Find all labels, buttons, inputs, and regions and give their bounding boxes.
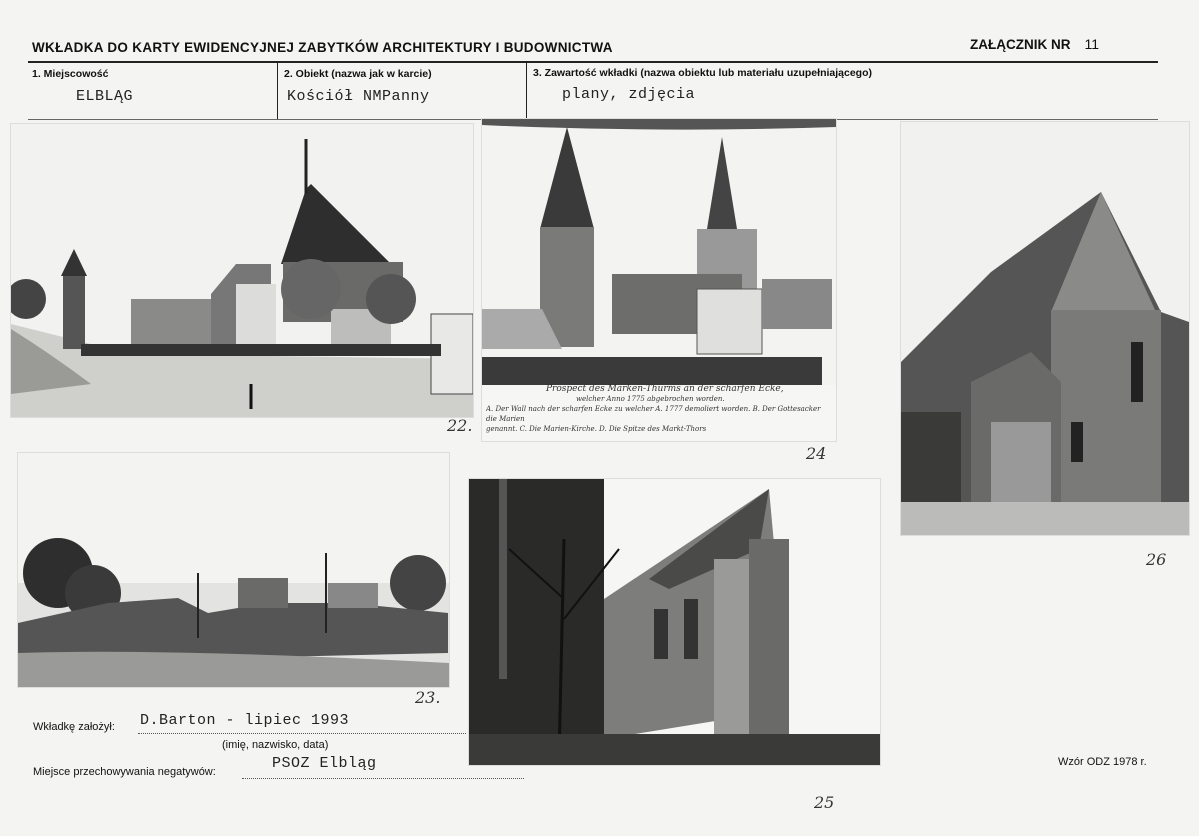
field-divider-1 bbox=[277, 63, 278, 119]
photo-harbour-view bbox=[17, 452, 450, 688]
attachment-label: ZAŁĄCZNIK NR bbox=[970, 37, 1071, 52]
header-rule-top bbox=[28, 61, 1158, 63]
founder-dotted-line bbox=[138, 733, 466, 734]
founder-label: Wkładkę założył: bbox=[33, 721, 115, 733]
photo-number-26: 26 bbox=[1146, 550, 1167, 569]
engraving-caption bbox=[486, 384, 832, 440]
attachment-number bbox=[970, 36, 1099, 52]
photo-number-24: 24 bbox=[806, 444, 827, 463]
form-title: WKŁADKA DO KARTY EWIDENCYJNEJ ZABYTKÓW ARCHITEKTURY I BUDOWNICTWA bbox=[32, 40, 613, 55]
harbour-view-drawing bbox=[18, 453, 449, 687]
storage-dotted-line bbox=[242, 778, 524, 779]
form-reference: Wzór ODZ 1978 r. bbox=[1058, 756, 1147, 768]
church-facade-drawing bbox=[901, 122, 1189, 535]
locality-value: ELBLĄG bbox=[76, 88, 134, 105]
object-value: Kościół NMPanny bbox=[287, 88, 430, 105]
contents-label: 3. Zawartość wkładki (nazwa obiektu lub materiału uzupełniającego) bbox=[533, 67, 872, 79]
caption-line-4: genannt. C. Die Marien-Kirche. D. Die Spitze des Markt-Thors bbox=[486, 425, 707, 433]
photo-town-view bbox=[10, 123, 474, 418]
town-view-drawing bbox=[11, 124, 473, 417]
caption-line-3: A. Der Wall nach der scharfen Ecke zu welcher A. 1777 demoliert worden. B. Der Gottesacker die Marien bbox=[486, 405, 821, 423]
church-courtyard-drawing bbox=[469, 479, 880, 765]
photo-number-22: 22. bbox=[447, 416, 473, 435]
founder-value: D.Barton - lipiec 1993 bbox=[140, 712, 350, 729]
founder-hint: (imię, nazwisko, data) bbox=[222, 739, 329, 751]
caption-line-2: welcher Anno 1775 abgebrochen worden. bbox=[576, 395, 725, 403]
contents-value: plany, zdjęcia bbox=[562, 86, 696, 103]
object-label: 2. Obiekt (nazwa jak w karcie) bbox=[284, 68, 432, 80]
field-divider-2 bbox=[526, 63, 527, 119]
attachment-number-value: 11 bbox=[1084, 36, 1100, 52]
photo-church-facade bbox=[900, 121, 1190, 536]
caption-line-1: Prospect des Marken-Thurms an der scharfen Ecke, bbox=[546, 384, 784, 394]
photo-church-courtyard bbox=[468, 478, 881, 766]
storage-value: PSOZ Elbląg bbox=[272, 755, 377, 772]
storage-label: Miejsce przechowywania negatywów: bbox=[33, 766, 216, 778]
photo-number-25: 25 bbox=[814, 793, 835, 812]
locality-label: 1. Miejscowość bbox=[32, 68, 109, 80]
photo-number-23: 23. bbox=[415, 688, 441, 707]
